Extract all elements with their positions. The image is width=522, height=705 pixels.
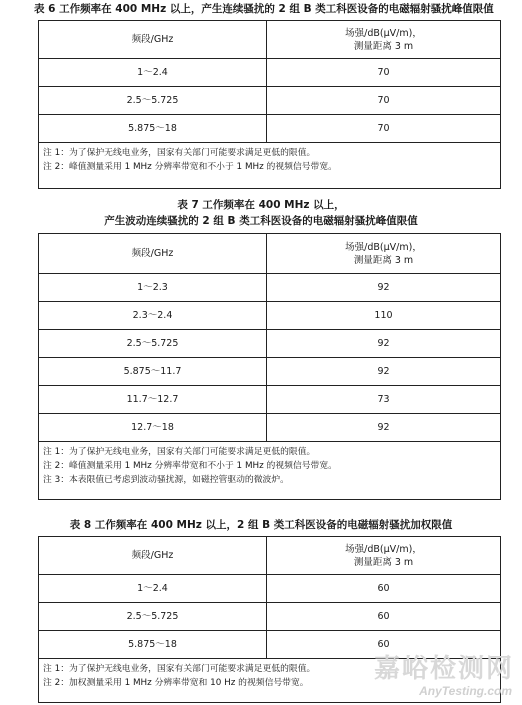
table7-band-cell: 11.7～12.7 <box>39 386 267 414</box>
table7-header-limit-line1: 场强/dB(μV/m)， <box>345 241 422 253</box>
table7-header-limit-line2: 测量距离 3 m <box>353 254 414 266</box>
table6-note-2: 注 2：峰值测量采用 1 MHz 分辨率带宽和不小于 1 MHz 的视频信号带宽。 <box>43 162 337 172</box>
table8-note-2: 注 2：加权测量采用 1 MHz 分辨率带宽和 10 Hz 的视频信号带宽。 <box>43 678 309 688</box>
table8-header-limit-line2: 测量距离 3 m <box>353 556 414 568</box>
table8-band-cell: 2.5～5.725 <box>39 603 267 631</box>
table7-limit-cell: 92 <box>267 358 501 386</box>
table-row <box>39 302 501 330</box>
table6-limit-cell: 70 <box>267 87 501 115</box>
table8-header-limit-line1: 场强/dB(μV/m)， <box>345 543 422 555</box>
table-row <box>39 603 501 631</box>
table6-band-cell: 1～2.4 <box>39 59 267 87</box>
table7-band-cell: 1～2.3 <box>39 274 267 302</box>
table8-limit-cell: 60 <box>267 575 501 603</box>
table7-note-1: 注 1：为了保护无线电业务，国家有关部门可能要求满足更低的限值。 <box>43 447 316 457</box>
table8-header-limit <box>267 537 501 575</box>
table8-band-cell: 1～2.4 <box>39 575 267 603</box>
table6-notes <box>39 143 501 189</box>
table6-limit-cell: 70 <box>267 59 501 87</box>
table7-limit-cell: 92 <box>267 414 501 442</box>
table-row <box>39 386 501 414</box>
table7-note-2: 注 2：峰值测量采用 1 MHz 分辨率带宽和不小于 1 MHz 的视频信号带宽。 <box>43 461 337 471</box>
table6-band-cell: 2.5～5.725 <box>39 87 267 115</box>
table6-header-limit-line1: 场强/dB(μV/m)， <box>345 27 422 39</box>
table7 <box>38 233 501 500</box>
table7-header-limit <box>267 234 501 274</box>
table6-caption: 表 6 工作频率在 400 MHz 以上，产生连续骚扰的 2 组 B 类工科医设备的电磁辐射骚扰峰值限值 <box>34 3 494 15</box>
table8-limit-cell: 60 <box>267 603 501 631</box>
table8-header-band: 频段/GHz <box>39 537 267 575</box>
table7-header-row <box>39 234 501 274</box>
table8-limit-cell: 60 <box>267 631 501 659</box>
table-row <box>39 330 501 358</box>
table7-limit-cell: 92 <box>267 274 501 302</box>
table7-note-3: 注 3：本表限值已考虑到波动骚扰源，如磁控管驱动的微波炉。 <box>43 475 289 485</box>
table6 <box>38 20 501 189</box>
table6-notes-row <box>39 143 501 189</box>
table8-band-cell: 5.875～18 <box>39 631 267 659</box>
watermark-en: AnyTesting.com <box>419 684 512 698</box>
table-row <box>39 414 501 442</box>
table6-limit-cell: 70 <box>267 115 501 143</box>
table-row <box>39 274 501 302</box>
table7-band-cell: 2.5～5.725 <box>39 330 267 358</box>
table7-band-cell: 2.3～2.4 <box>39 302 267 330</box>
table-row <box>39 87 501 115</box>
table-row <box>39 575 501 603</box>
table7-band-cell: 5.875～11.7 <box>39 358 267 386</box>
table8-note-1: 注 1：为了保护无线电业务，国家有关部门可能要求满足更低的限值。 <box>43 664 316 674</box>
table-row <box>39 115 501 143</box>
table7-caption-line1: 表 7 工作频率在 400 MHz 以上， <box>177 199 345 211</box>
table6-header-row <box>39 21 501 59</box>
table7-band-cell: 12.7～18 <box>39 414 267 442</box>
watermark-cn: 嘉峪检测网 <box>373 654 514 684</box>
table-row <box>39 59 501 87</box>
table6-header-band: 频段/GHz <box>39 21 267 59</box>
table7-limit-cell: 73 <box>267 386 501 414</box>
table7-limit-cell: 110 <box>267 302 501 330</box>
table6-header-limit-line2: 测量距离 3 m <box>353 40 414 52</box>
table7-limit-cell: 92 <box>267 330 501 358</box>
table8-header-row <box>39 537 501 575</box>
table7-header-band: 频段/GHz <box>39 234 267 274</box>
table6-header-limit <box>267 21 501 59</box>
table6-note-1: 注 1：为了保护无线电业务，国家有关部门可能要求满足更低的限值。 <box>43 148 316 158</box>
table7-notes-row <box>39 442 501 500</box>
table6-band-cell: 5.875～18 <box>39 115 267 143</box>
table8-caption: 表 8 工作频率在 400 MHz 以上，2 组 B 类工科医设备的电磁辐射骚扰加权限值 <box>69 519 453 531</box>
table-row <box>39 358 501 386</box>
table7-caption-line2: 产生波动连续骚扰的 2 组 B 类工科医设备的电磁辐射骚扰峰值限值 <box>104 215 418 227</box>
table7-notes <box>39 442 501 500</box>
